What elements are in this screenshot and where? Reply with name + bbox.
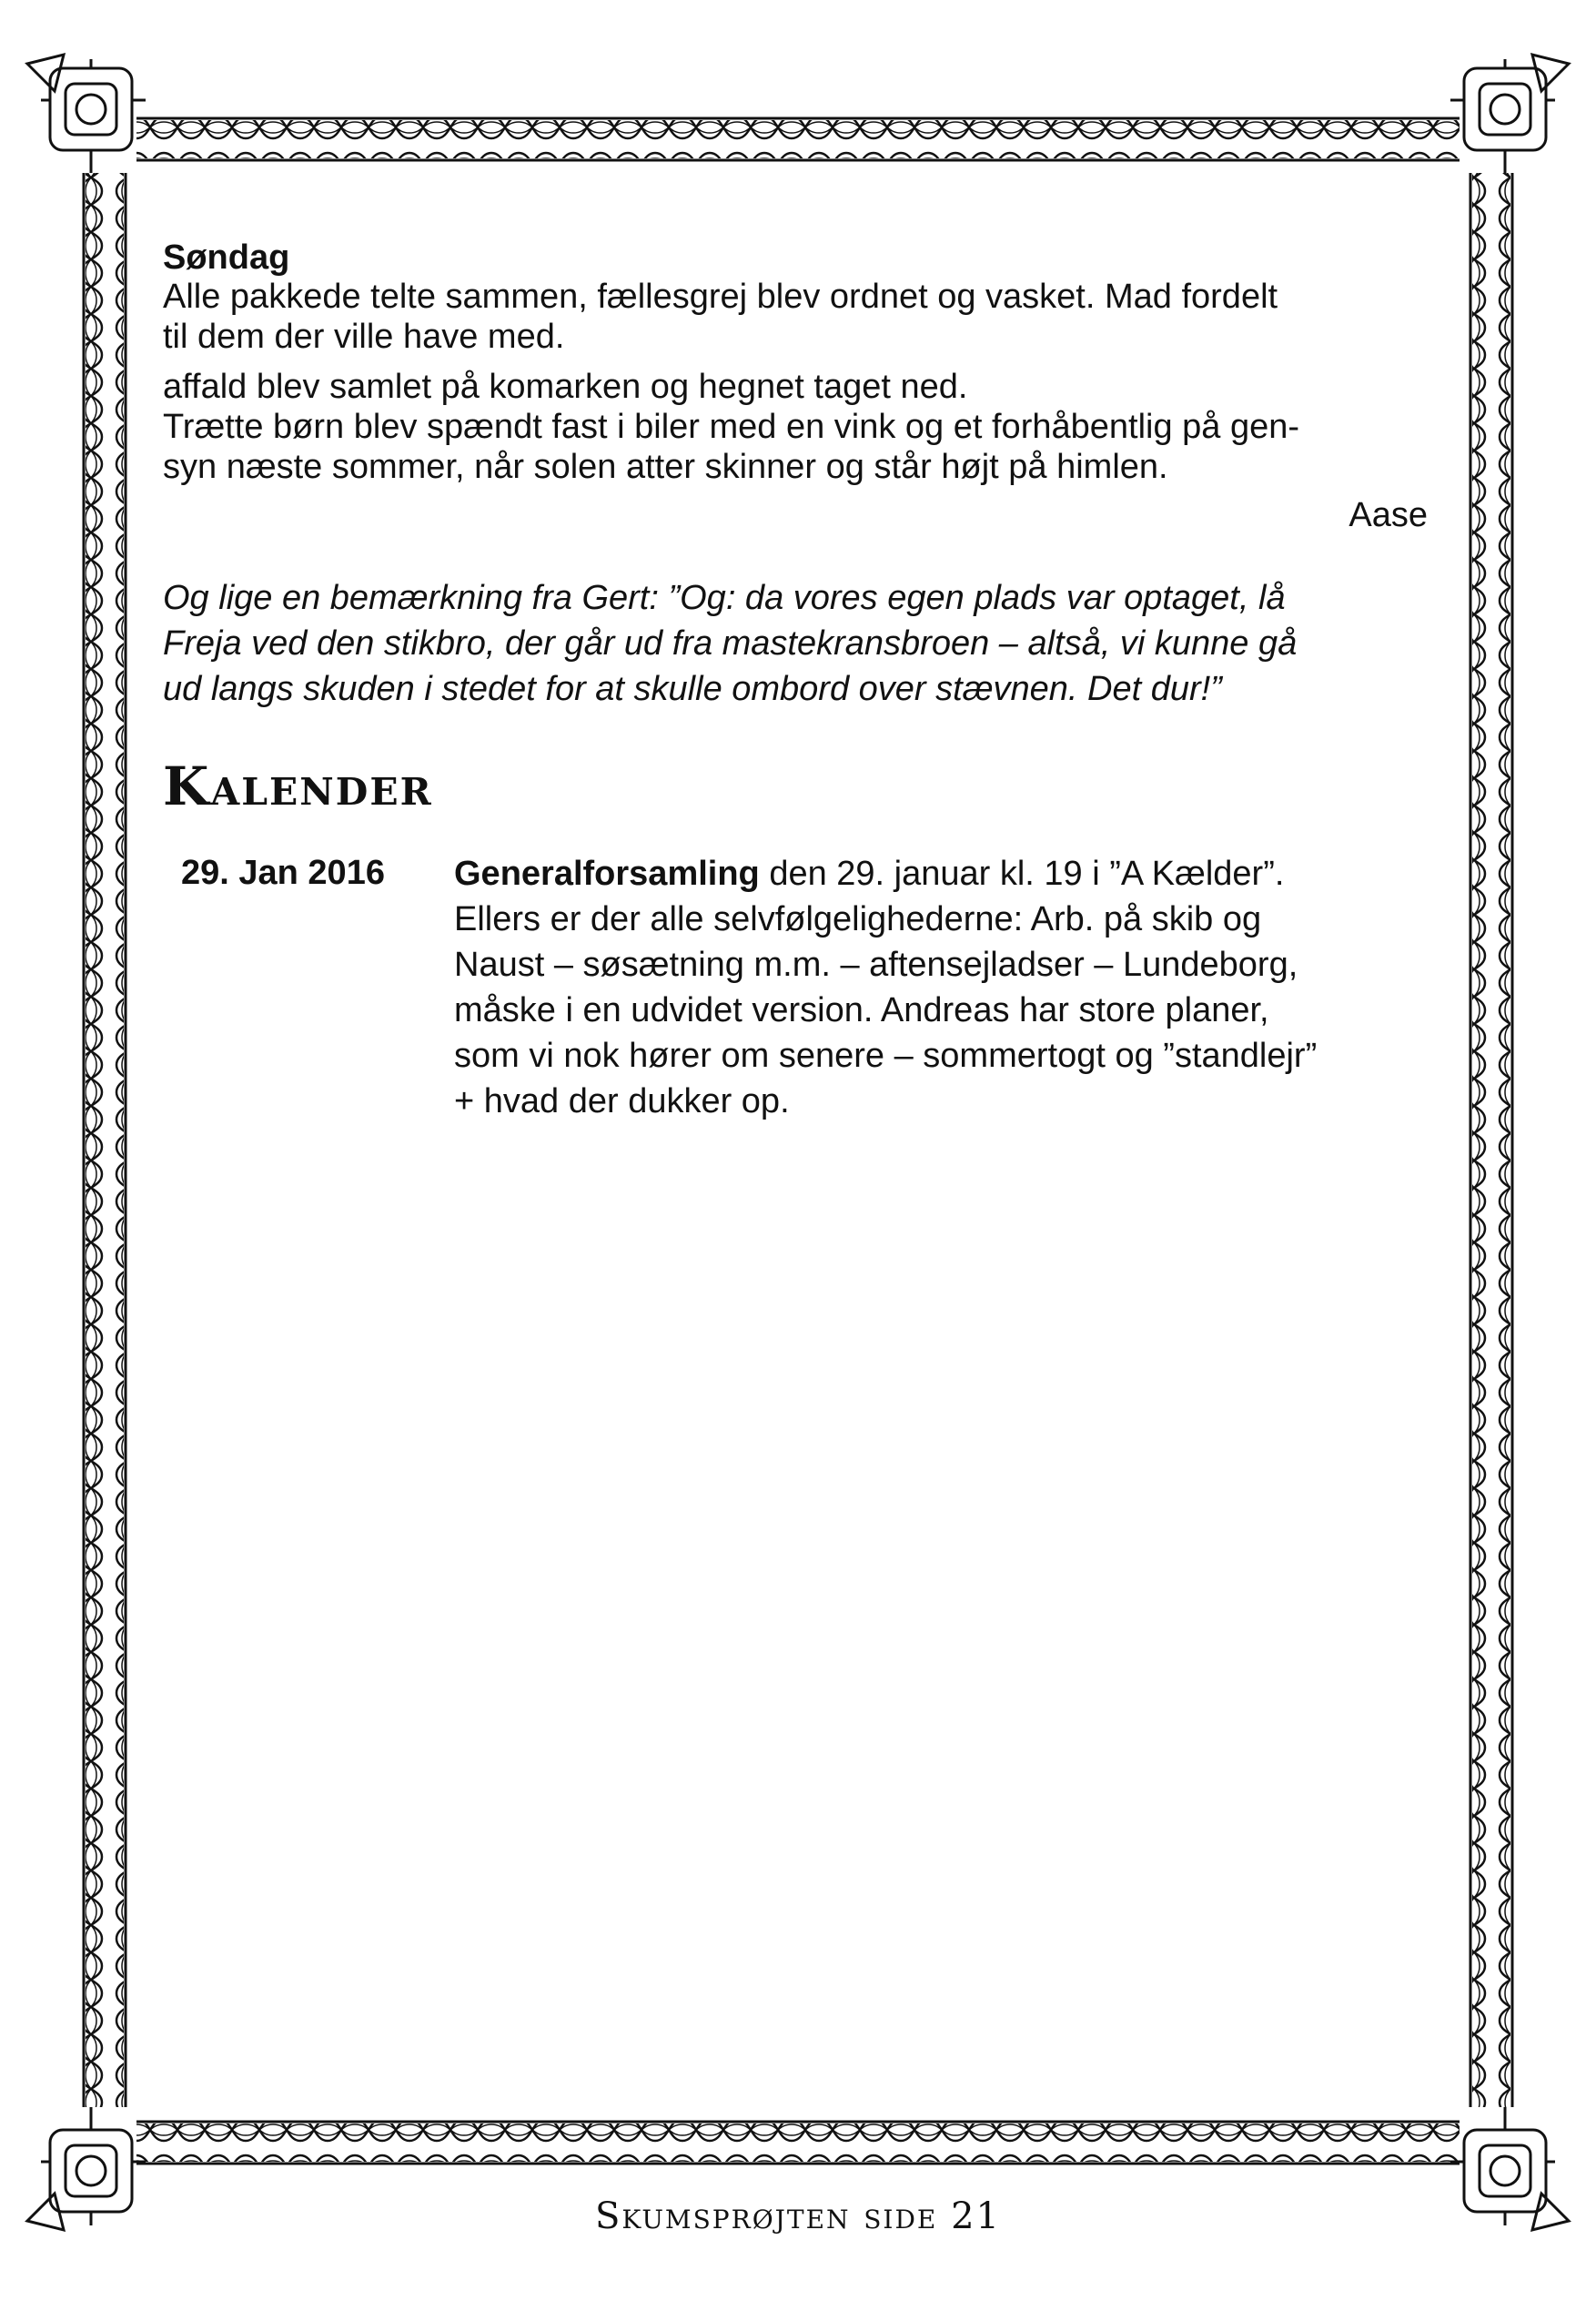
sunday-line: Alle pakkede telte sammen, fællesgrej blev ordnet og vasket. Mad fordelt (163, 278, 1278, 316)
sunday-line: Trætte børn blev spændt fast i biler med en vink og et forhåbentlig på gen- (163, 408, 1300, 446)
sunday-heading: Søndag (163, 238, 290, 277)
sunday-line: syn næste sommer, når solen atter skinner og står højt på himlen. (163, 448, 1168, 486)
event-title: Generalforsamling (454, 855, 760, 893)
border-bottom (136, 2122, 1460, 2164)
event-line: Ellers er der alle selvfølgelighederne: Arb. på skib og (454, 900, 1262, 938)
event-date: 29. Jan 2016 (181, 854, 385, 892)
corner-knot-top-right (1450, 55, 1569, 173)
event-description (454, 851, 1437, 1124)
event-first-line-rest: den 29. januar kl. 19 i ”A Kælder”. (759, 855, 1285, 893)
sunday-line: til dem der ville have med. (163, 318, 565, 356)
border-left (84, 173, 126, 2107)
remark-line: ud langs skuden i stedet for at skulle ombord over stævnen. Det dur!” (163, 670, 1222, 708)
border-right (1470, 173, 1512, 2107)
signature: Aase (1349, 496, 1428, 534)
event-line: + hvad der dukker op. (454, 1082, 790, 1120)
page-footer: Skumsprøjten side 21 (595, 2195, 1001, 2237)
event-line: Naust – søsætning m.m. – aftensejladser – Lundeborg, (454, 946, 1298, 984)
remark-line: Og lige en bemærkning fra Gert: ”Og: da vores egen plads var optaget, lå (163, 579, 1286, 617)
border-top (136, 118, 1460, 160)
calendar-title: Kalender (163, 755, 433, 817)
corner-knot-top-left (27, 55, 146, 173)
sunday-line: affald blev samlet på komarken og hegnet taget ned. (163, 368, 968, 406)
event-line: som vi nok hører om senere – sommertogt og ”standlejr” (454, 1037, 1318, 1075)
event-first-line (454, 851, 1437, 897)
remark-paragraph (163, 575, 1437, 712)
event-line: måske i en udvidet version. Andreas har store planer, (454, 991, 1269, 1029)
remark-line: Freja ved den stikbro, der går ud fra mastekransbroen – altså, vi kunne gå (163, 624, 1298, 663)
